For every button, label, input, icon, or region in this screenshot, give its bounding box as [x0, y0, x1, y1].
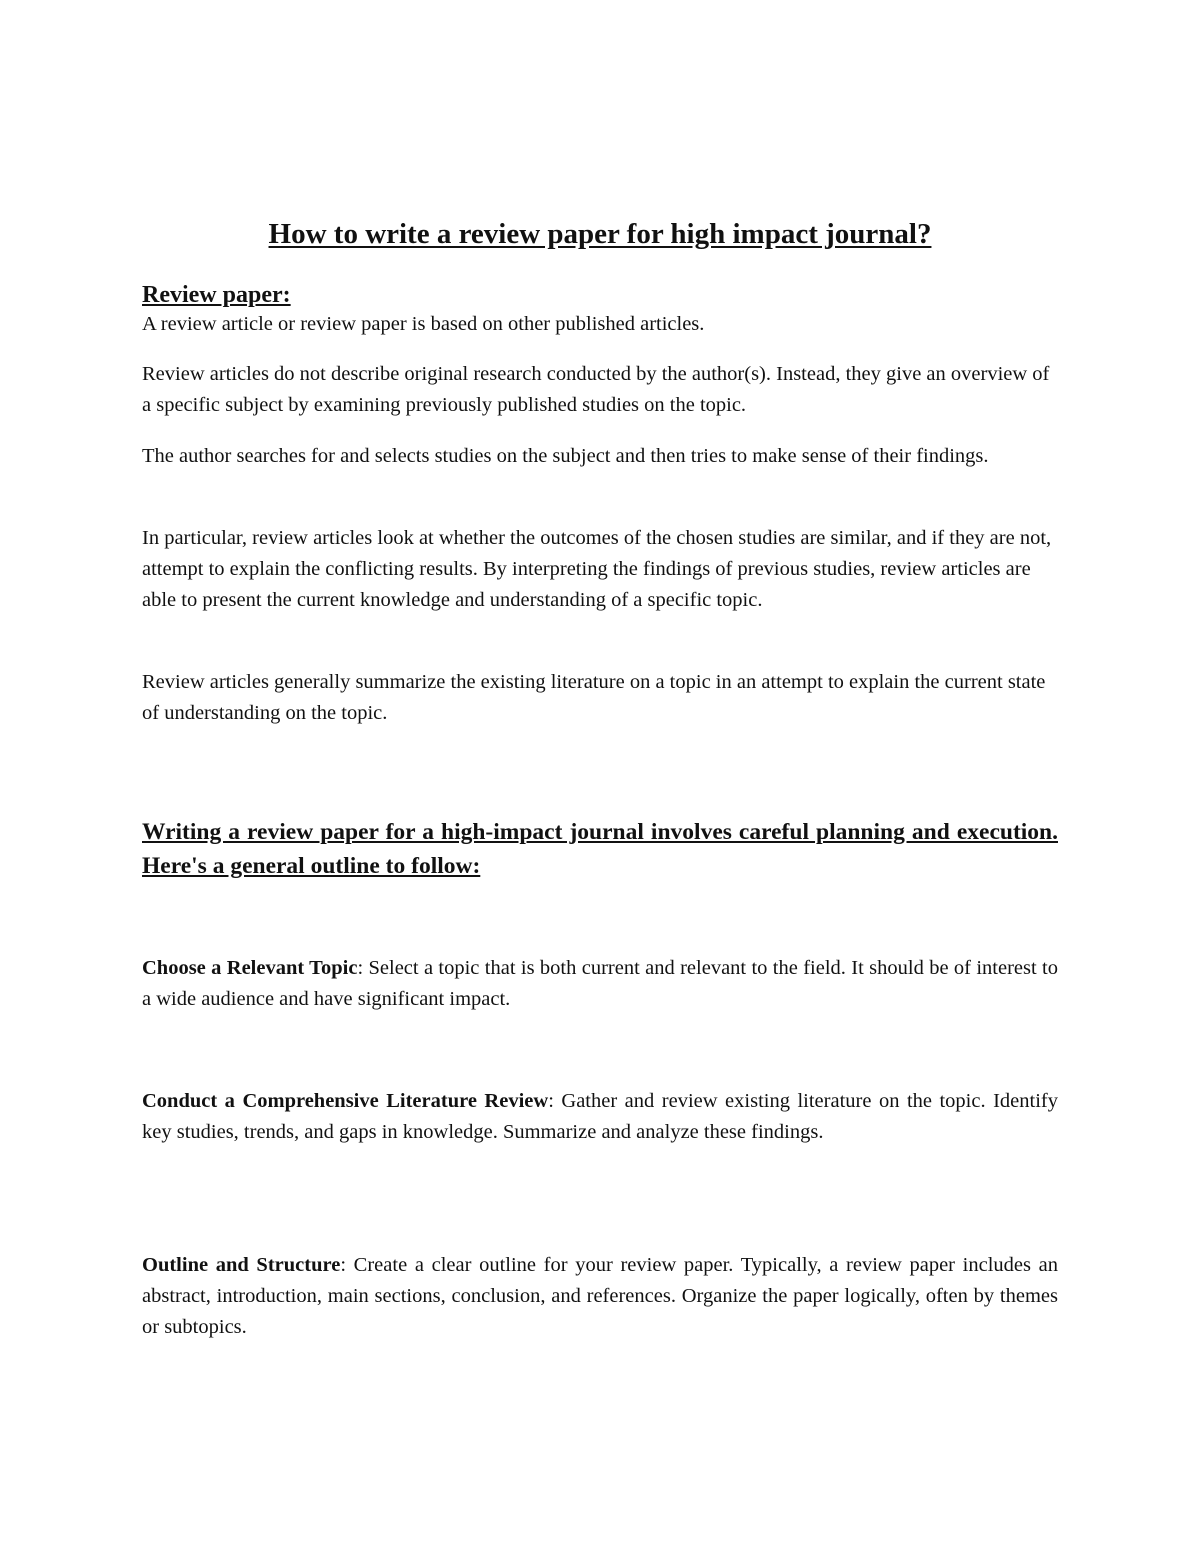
- outline-item-label: Outline and Structure: [142, 1254, 341, 1276]
- paragraph-4: In particular, review articles look at whether the outcomes of the chosen studies are similar, and if they are not, attempt to explain the conflicting results. By interpreting the findings of previous studies, review articles are able to present the current knowledge and understanding of a specific topic.: [142, 527, 1052, 611]
- paragraph-3: The author searches for and selects studies on the subject and then tries to make sense of their findings.: [142, 445, 989, 467]
- outline-item-label: Conduct a Comprehensive Literature Review: [142, 1090, 549, 1112]
- paragraph-1: A review article or review paper is based on other published articles.: [142, 313, 705, 335]
- review-paper-heading: Review paper:: [142, 282, 291, 308]
- outline-item-structure: [142, 1250, 1058, 1343]
- paragraph-2: Review articles do not describe original research conducted by the author(s). Instead, they give an overview of a specific subject by examining previously published studies on the topic.: [142, 363, 1050, 416]
- outline-heading: Writing a review paper for a high-impact journal involves careful planning and execution. Here's a general outline to follow:: [142, 819, 1058, 879]
- outline-item-text: : Create a clear outline for your review paper. Typically, a review paper includes an abstract, introduction, main sections, conclusion, and references. Organize the paper logically, often by themes or subtopics.: [142, 1254, 1058, 1338]
- outline-item-topic: [142, 953, 1058, 1015]
- outline-item-text: : Gather and review existing literature on the topic. Identify key studies, trends, and gaps in knowledge. Summarize and analyze these findings.: [142, 1090, 1059, 1143]
- outline-item-text: : Select a topic that is both current and relevant to the field. It should be of interest to a wide audience and have significant impact.: [142, 957, 1059, 1010]
- outline-item-literature: [142, 1086, 1058, 1148]
- outline-item-label: Choose a Relevant Topic: [142, 957, 358, 979]
- paragraph-5: Review articles generally summarize the existing literature on a topic in an attempt to explain the current state of understanding on the topic.: [142, 671, 1046, 724]
- document-title: How to write a review paper for high impact journal?: [268, 218, 932, 250]
